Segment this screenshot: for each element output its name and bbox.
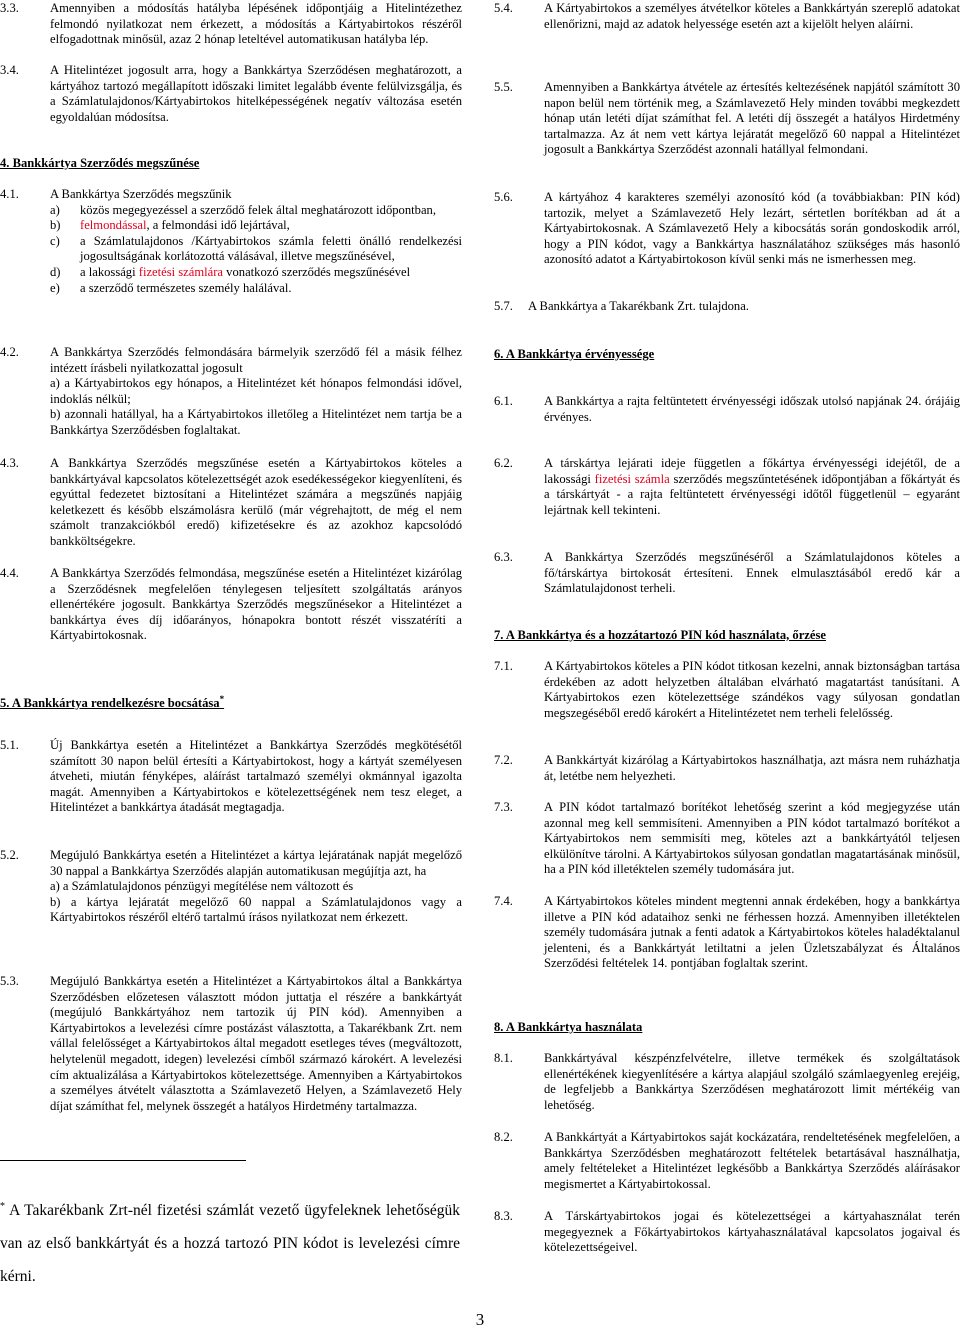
section-intro: A Bankkártya Szerződés megszűnik xyxy=(50,187,232,201)
heading-section-5: 5. A Bankkártya rendelkezésre bocsátása* xyxy=(0,694,225,711)
section-text: A Bankkártya Szerződés megszűnéséről a Számlatulajdonos köteles a fő/társkártya birtokosát értesíteni. Ennek elmulasztásából eredő kár a Számlatulajdonost terheli. xyxy=(544,550,960,596)
section-text: Megújuló Bankkártya esetén a Hitelintézet a Kártyabirtokos által a Bankkártya Szerződésben előzetesen választott módon juttatja el részére a bankkártyát (megújuló Bankkártyához nem tartozik új PIN kód). Amennyiben a Kártyabirtokos a levelezési címre postázást választotta, a Takarékbank Zrt. nem vállal felelősséget a Kártyabirtokos által megadott esetleges téves (megváltozott, helytelenül megadott, idegen) levelezési címből származó károkért. A levelezési cím aktualizálása a Kártyabirtokos kötelezettsége. Amennyiben a Kártyabirtokos a személyes átvételt választotta a Számlavezető Helyen, a Számlavezető Hely díjat számíthat fel, melynek összegét a hatályos Hirdetmény tartalmazza. xyxy=(50,974,462,1113)
list-item: d) a lakossági fizetési számlára vonatkozó szerződés megszűnésével xyxy=(50,264,411,279)
section-number: 3.4. xyxy=(0,63,19,77)
section-3-4 xyxy=(0,63,462,125)
footnote: * A Takarékbank Zrt-nél fizetési számlát vezető ügyfeleknek lehetőségük van az első bankkártyát és a hozzá tartozó PIN kódot is levelezési címre kérni. xyxy=(0,1201,460,1286)
section-clause-b: b) azonnali hatállyal, ha a Kártyabirtokos illetőleg a Hitelintézet nem tartja be a Bankkártya Szerződésben foglaltakat. xyxy=(50,407,462,437)
section-number: 4.1. xyxy=(0,187,19,201)
section-number: 4.2. xyxy=(0,345,19,359)
heading-section-7: 7. A Bankkártya és a hozzátartozó PIN kód használata, őrzése xyxy=(494,628,826,642)
section-number: 5.6. xyxy=(494,190,513,204)
section-number: 7.2. xyxy=(494,753,513,767)
section-text: Új Bankkártya esetén a Hitelintézet a Bankkártya Szerződés megkötésétől számított 30 napon belül értesíti a Kártyabirtokost, hogy a kártyát személyesen átveheti, miután fényképes, aláírást tartalmazó személyi okmánnyal igazolta magát. Amennyiben a Kártyabirtokos e kötelezettségének nem tesz eleget, a Hitelintézet a bankkártya átadását megtagadja. xyxy=(50,738,462,815)
section-text: A Bankkártya Szerződés felmondására bármelyik szerződő fél a másik félhez intézett írásbeli nyilatkozattal jogosult xyxy=(50,345,462,375)
section-4-1 xyxy=(0,187,462,296)
section-number: 8.3. xyxy=(494,1209,513,1223)
section-5-2 xyxy=(0,848,462,926)
footnote-marker: * xyxy=(0,1201,5,1212)
section-text: A Hitelintézet jogosult arra, hogy a Bankkártya Szerződésen meghatározott, a kártyához tartozó megállapított időszaki limitet legalább évente felülvizsgálja, és a Számlatulajdonos/Kártyabirtokos hitelképességének negatív változása esetén egyoldalúan módosítsa. xyxy=(50,63,462,124)
list-item: a) közös megegyezéssel a szerződő felek által meghatározott időpontban, xyxy=(50,202,436,217)
list-item: c) a Számlatulajdonos /Kártyabirtokos számla feletti önálló rendelkezési jogosultságának korlátozottá válásával, illetve megszűnésével, xyxy=(50,233,462,264)
section-text: A Kártyabirtokos köteles mindent megtenni annak érdekében, hogy a bankkártya illetve a PIN kód adataihoz senki ne férhessen hozzá. Amennyiben illetéktelen személy tudomására jutnak a fenti adatok a Kártyabirtokos köteles haladéktalanul jelenteni, és a Bankkártyát letiltatni a jelen Üzletszabályzat és Általános Szerződési feltételek 14. pontjában foglaltak szerint. xyxy=(544,894,960,971)
highlight-text: fizetési számla xyxy=(594,471,670,486)
list-item: e) a szerződő természetes személy halálával. xyxy=(50,280,292,295)
highlight-text: fizetési számlára xyxy=(138,264,224,279)
section-text: A Társkártyabirtokos jogai és kötelezettségei a kártyahasználat terén megegyeznek a Főkártyabirtokos kártyahasználatával kapcsolatos jogaival és kötelezettségeivel. xyxy=(544,1209,960,1255)
section-7-1 xyxy=(494,659,960,721)
section-number: 5.4. xyxy=(494,1,513,15)
section-number: 5.5. xyxy=(494,80,513,94)
section-5-3 xyxy=(0,974,462,1114)
footnote-marker: * xyxy=(219,694,225,704)
section-5-5 xyxy=(494,80,960,158)
section-number: 3.3. xyxy=(0,1,19,15)
section-8-1 xyxy=(494,1051,960,1113)
section-5-1 xyxy=(0,738,462,816)
section-text: Amennyiben a Bankkártya átvétele az értesítés keltezésének napjától számított 30 napon belül nem történik meg, a Számlavezető Hely minden további megkezdett hónap után letéti díjat számíthat fel. A letéti díj összegét a hatályos Hirdetmény tartalmazza. Az át nem vett kártya lejáratát megelőző 60 nappal a Hitelintézet jogosult a Bankkártya Szerződést azonnali hatállyal felmondani. xyxy=(544,80,960,157)
section-6-1 xyxy=(494,394,960,425)
heading-section-8: 8. A Bankkártya használata xyxy=(494,1020,643,1034)
section-text: A Kártyabirtokos köteles a PIN kódot titkosan kezelni, annak biztonságban tartása érdekében az adott helyzetben általában elvárható magatartást tanúsítani. A Kártyabirtokos ezen kötelezettsége szándékos vagy súlyosan gondatlan megszegéséből eredő károkért a Hitelintézetet nem terheli felelősség. xyxy=(544,659,960,720)
section-6-3 xyxy=(494,550,960,597)
section-number: 8.2. xyxy=(494,1130,513,1144)
section-number: 6.2. xyxy=(494,456,513,470)
section-7-2 xyxy=(494,753,960,784)
section-5-6 xyxy=(494,190,960,268)
section-number: 6.3. xyxy=(494,550,513,564)
section-number: 7.1. xyxy=(494,659,513,673)
section-4-3 xyxy=(0,456,462,550)
highlight-text: felmondással xyxy=(80,218,147,233)
section-4-2 xyxy=(0,345,462,439)
section-number: 5.1. xyxy=(0,738,19,752)
section-text: A társkártya lejárati ideje független a főkártya érvényességi idejétől, de a lakossági fizetési számla szerződés megszűntetésének időpontjában a főkártyát és a társkártyát - a rajta feltüntetett érvényességi időtől függetlenül – egyaránt lejártnak kell tekinteni. xyxy=(544,456,960,517)
section-text: Bankkártyával készpénzfelvételre, illetve termékek és szolgáltatások ellenértékének kiegyenlítésére a kártya alapjául szolgáló számlaegyenleg erejéig, de legfeljebb a Bankkártya Szerződésen meghatározott limit mértékéig van lehetőség. xyxy=(544,1051,960,1112)
section-number: 7.3. xyxy=(494,800,513,814)
section-text: A kártyához 4 karakteres személyi azonosító kód (a továbbiakban: PIN kód) tartozik, melyet a Számlavezető Hely lezárt, sértetlen borítékban ad át a Kártyabirtokosnak. A Számlavezető Hely a kibocsátás során gondoskodik arról, hogy a PIN kódot, vagy a Bankkártya használatához szükséges más hasonló azonosító adatot a Kártyabirtokoson kívül senki más ne ismerhessen meg. xyxy=(544,190,960,267)
section-text: A PIN kódot tartalmazó borítékot lehetőség szerint a kód megjegyzése után azonnal meg kell semmisíteni. Amennyiben a PIN kódot tartalmazó borítékot a Kártyabirtokos nem semmisíti meg, köteles azt a bankkártyától teljesen elkülönítve tárolni. A Kártyabirtokos súlyosan gondatlan magatartásának minősül, ha a PIN kód illetéktelen személy tudomására jut. xyxy=(544,800,960,877)
section-text: Amennyiben a módosítás hatályba lépésének időpontjáig a Hitelintézethez felmondó nyilatkozat nem érkezett, a módosítás a Kártyabirtokos részéről elfogadottnak minősül, azaz 2 hónap leteltével automatikusan hatályba lép. xyxy=(50,1,462,47)
heading-section-4: 4. Bankkártya Szerződés megszűnése xyxy=(0,156,200,170)
section-7-4 xyxy=(494,894,960,972)
section-5-4 xyxy=(494,1,960,32)
section-4-4 xyxy=(0,566,462,644)
section-number: 5.7. xyxy=(494,299,513,313)
section-text: A Bankkártya a Takarékbank Zrt. tulajdona. xyxy=(528,299,749,313)
section-7-3 xyxy=(494,800,960,878)
termination-list xyxy=(50,203,462,297)
section-clause-b: b) a kártya lejáratát megelőző 60 nappal a Számlatulajdonos vagy a Kártyabirtokos részéről eltérő tartalmú írásos nyilatkozat nem érkezett. xyxy=(50,894,462,925)
page-number: 3 xyxy=(475,1310,485,1329)
section-text: A Bankkártyát kizárólag a Kártyabirtokos használhatja, azt másra nem ruházhatja át, letétbe nem helyezheti. xyxy=(544,753,960,783)
section-number: 8.1. xyxy=(494,1051,513,1065)
section-text: Megújuló Bankkártya esetén a Hitelintézet a kártya lejáratának napját megelőző 30 nappal a Bankkártya Szerződés alapján automatikusan megújítja azt, ha xyxy=(50,848,462,878)
section-clause-a: a) a Kártyabirtokos egy hónapos, a Hitelintézet két hónapos felmondási idővel, indoklás nélkül; xyxy=(50,376,462,406)
section-number: 6.1. xyxy=(494,394,513,408)
section-number: 5.2. xyxy=(0,848,19,862)
section-text: A Kártyabirtokos a személyes átvételkor köteles a Bankkártyán szereplő adatokat ellenőrizni, majd az adatok helyessége esetén azt a kijelölt helyen aláírni. xyxy=(544,1,960,31)
section-5-7 xyxy=(494,299,960,315)
section-6-2 xyxy=(494,456,960,518)
section-text: A Bankkártya Szerződés megszűnése esetén a Kártyabirtokos köteles a bankkártyával kapcsolatos kötelezettségét azok esedékességekor kiegyenlíteni, és egyúttal fedezetet biztosítani a Hitelintézet számára a megszűnés napjáig keletkezett és később elszámolásra kerülő (már végrehajtott, de még el nem számolt tranzakciókból eredő) kifizetésekre és az azokhoz kapcsolódó bankköltségekre. xyxy=(50,456,462,548)
section-number: 4.3. xyxy=(0,456,19,470)
section-text: A Bankkártya Szerződés felmondása, megszűnése esetén a Hitelintézet kizárólag a Szerződésnek megfelelően ténylegesen teljesített szolgáltatás arányos ellenértékére jogosult. Bankkártya Szerződés megszűnésekor a Hitelintézet a bankkártya éves díj időarányos, hónapokra bontott részét visszatéríti a Kártyabirtokosnak. xyxy=(50,566,462,643)
section-text: A Bankkártya a rajta feltüntetett érvényességi időszak utolsó napjának 24. órájáig érvényes. xyxy=(544,394,960,424)
heading-section-6: 6. A Bankkártya érvényessége xyxy=(494,347,655,361)
footnote-divider xyxy=(0,1160,246,1161)
list-item: b) felmondással, a felmondási idő lejártával, xyxy=(50,218,290,233)
section-text: A Bankkártyát a Kártyabirtokos saját kockázatára, rendeltetésének megfelelően, a Bankkártya Szerződésben meghatározott feltételek betartásával használhatja, amely feltételeket a Hitelintézet legkésőbb a Bankkártya Szerződés aláírásakor megismertet a Kártyabirtokossal. xyxy=(544,1130,960,1191)
section-3-3 xyxy=(0,1,462,48)
section-8-2 xyxy=(494,1130,960,1192)
section-number: 5.3. xyxy=(0,974,19,988)
section-8-3 xyxy=(494,1209,960,1256)
section-number: 7.4. xyxy=(494,894,513,908)
section-clause-a: a) a Számlatulajdonos pénzügyi megítélése nem változott és xyxy=(50,879,354,894)
section-number: 4.4. xyxy=(0,566,19,580)
